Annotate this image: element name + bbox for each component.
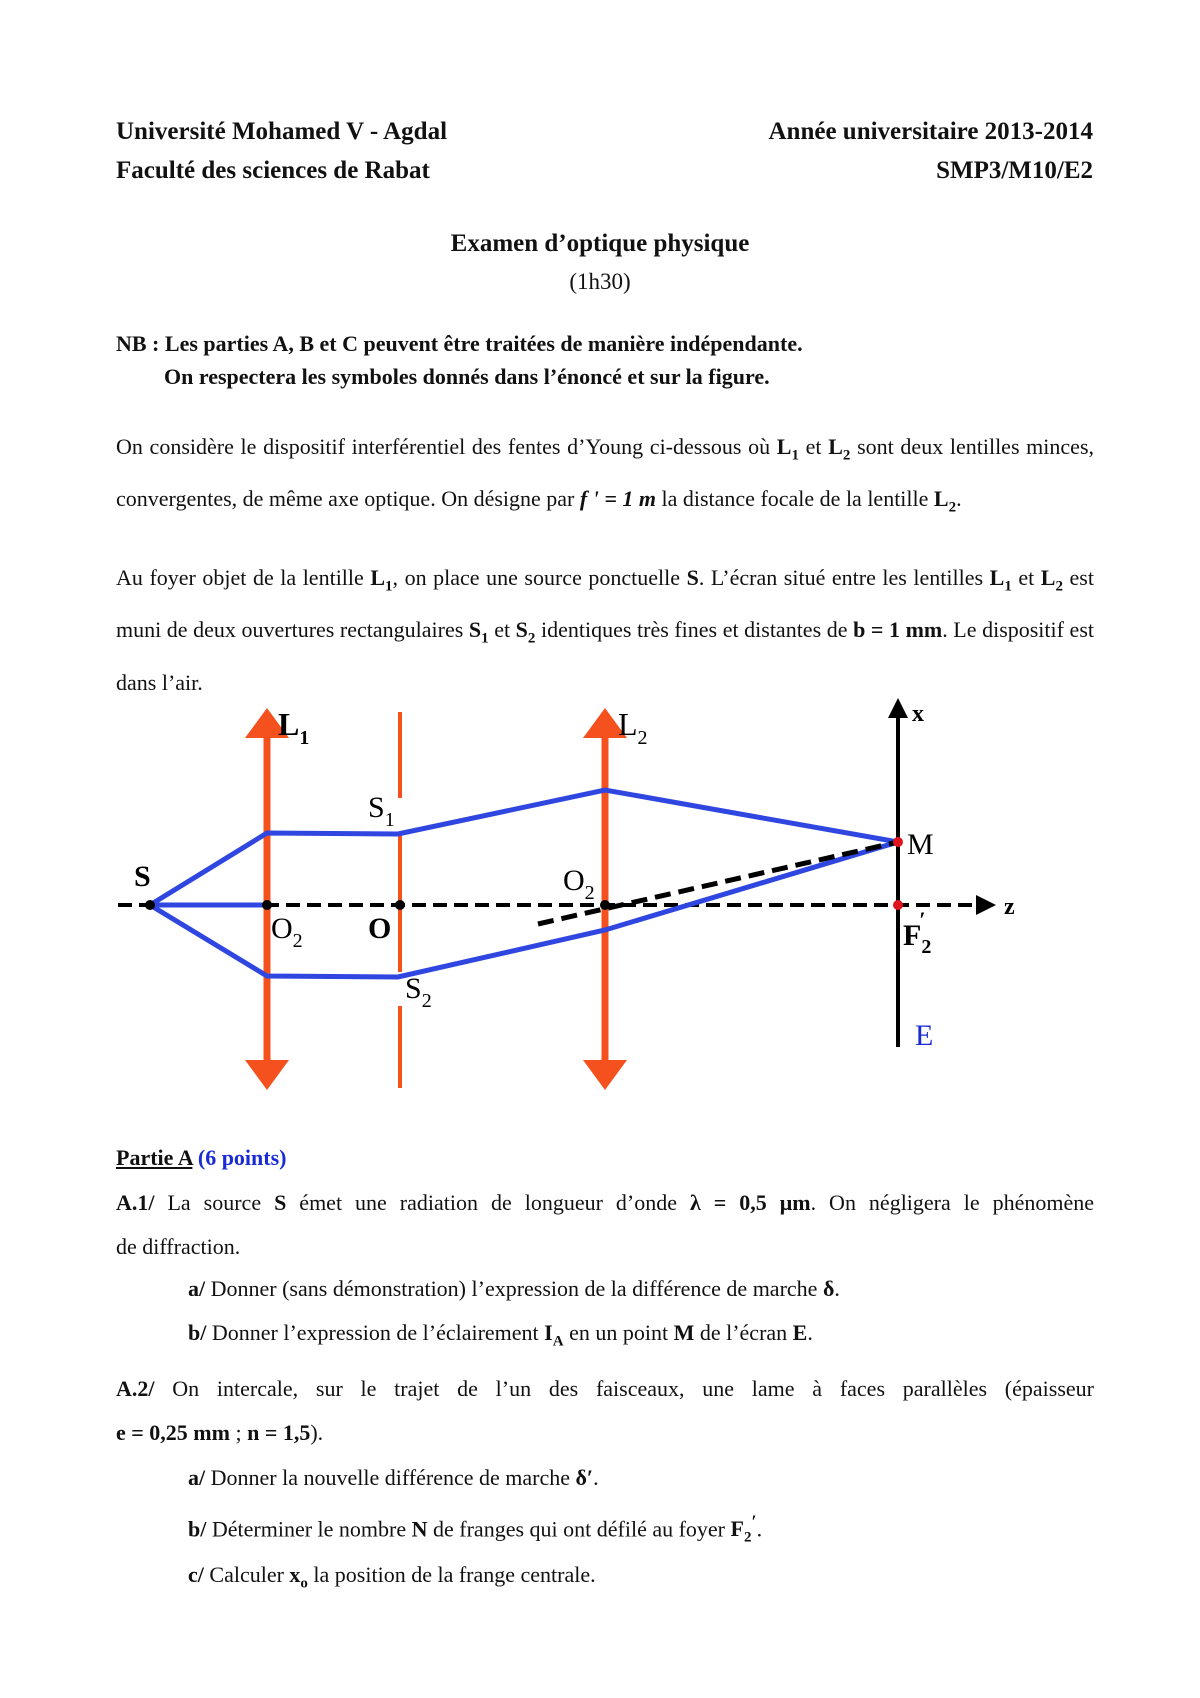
academic-year: Année universitaire 2013-2014 <box>768 118 1093 145</box>
point-F2 <box>893 900 903 910</box>
nb-line-1 <box>116 331 803 357</box>
label-F2-prime: $F_2'$ <box>903 907 932 958</box>
label-S2: $S_2$ <box>405 972 432 1012</box>
exam-code: SMP3/M10/E2 <box>936 157 1093 184</box>
intro-paragraph-2: Au foyer objet de la lentille $L_1$, on place une source ponctuelle S. L’écran situé entre les lentilles $L_1$ et $L_2$ est muni de deux ouvertures rectangulaires $S_1$ et $S_2$ identiques très fines et distantes de b = 1 mm. Le dispositif est dans l’air. <box>116 565 1094 695</box>
faculty-name: Faculté des sciences de Rabat <box>116 157 430 184</box>
question-a1-a: a/ Donner (sans démonstration) l’expression de la différence de marche δ. <box>188 1276 840 1301</box>
lens-L1 <box>245 708 289 1090</box>
label-E: E <box>915 1019 934 1052</box>
label-S: S <box>134 860 151 893</box>
exam-duration: (1h30) <box>569 269 631 294</box>
question-a2: A.2/ On intercale, sur le trajet de l’un des faisceaux, une lame à faces parallèles (épaisseur <box>116 1376 1094 1401</box>
label-M: M <box>907 828 934 861</box>
question-a2-cont: e = 0,25 mm ; n = 1,5). <box>116 1420 324 1445</box>
label-S1: $S_1$ <box>368 791 395 831</box>
exam-title: Examen d’optique physique <box>450 230 750 257</box>
young-slits-figure <box>0 690 1200 1110</box>
label-x: x <box>912 701 924 727</box>
university-name: Université Mohamed V - Agdal <box>116 118 448 145</box>
nb-label: NB : <box>116 331 165 356</box>
x-axis-arrow-icon <box>888 698 908 718</box>
nb-line-2: On respectera les symboles donnés dans l’énoncé et sur la figure. <box>164 364 770 389</box>
part-a-points: (6 points) <box>197 1145 287 1170</box>
intro-paragraph-1: On considère le dispositif interférentiel des fentes d’Young ci-dessous où $L_1$ et $L_2$ sont deux lentilles minces, convergentes, de même axe optique. On désigne par f ' = 1 m la distance focale de la lentille $L_2$. <box>116 434 1094 516</box>
label-O2: $O_2$ <box>563 864 595 904</box>
question-a1-b: b/ Donner l’expression de l’éclairement $I_A$ en un point M de l’écran E. <box>188 1320 813 1350</box>
label-z: z <box>1004 894 1015 920</box>
label-L1: $L_1$ <box>278 706 310 749</box>
question-a1: A.1/ La source S émet une radiation de longueur d’onde λ = 0,5 μm. On négligera le phénomène <box>116 1190 1095 1215</box>
question-a2-a: a/ Donner la nouvelle différence de marche δ′. <box>188 1465 599 1490</box>
question-a2-b: b/ Déterminer le nombre N de franges qui ont défilé au foyer $F_2'$. <box>188 1512 763 1546</box>
point-M <box>893 837 903 847</box>
z-axis-arrow-icon <box>976 895 996 915</box>
focal-length: f ' = 1 m <box>579 486 656 512</box>
question-a2-c: c/ Calculer $x_o$ la position de la frange centrale. <box>188 1562 596 1592</box>
label-O2-left: $O_2$ <box>271 912 303 952</box>
part-a-heading: Partie A (6 points) <box>116 1145 287 1170</box>
label-O: O <box>368 912 392 945</box>
nb-text-1: Les parties A, B et C peuvent être traitées de manière indépendante. <box>164 331 803 356</box>
label-L2: $L_2$ <box>618 706 648 749</box>
light-rays <box>150 790 898 977</box>
question-a1-cont: de diffraction. <box>116 1234 241 1259</box>
